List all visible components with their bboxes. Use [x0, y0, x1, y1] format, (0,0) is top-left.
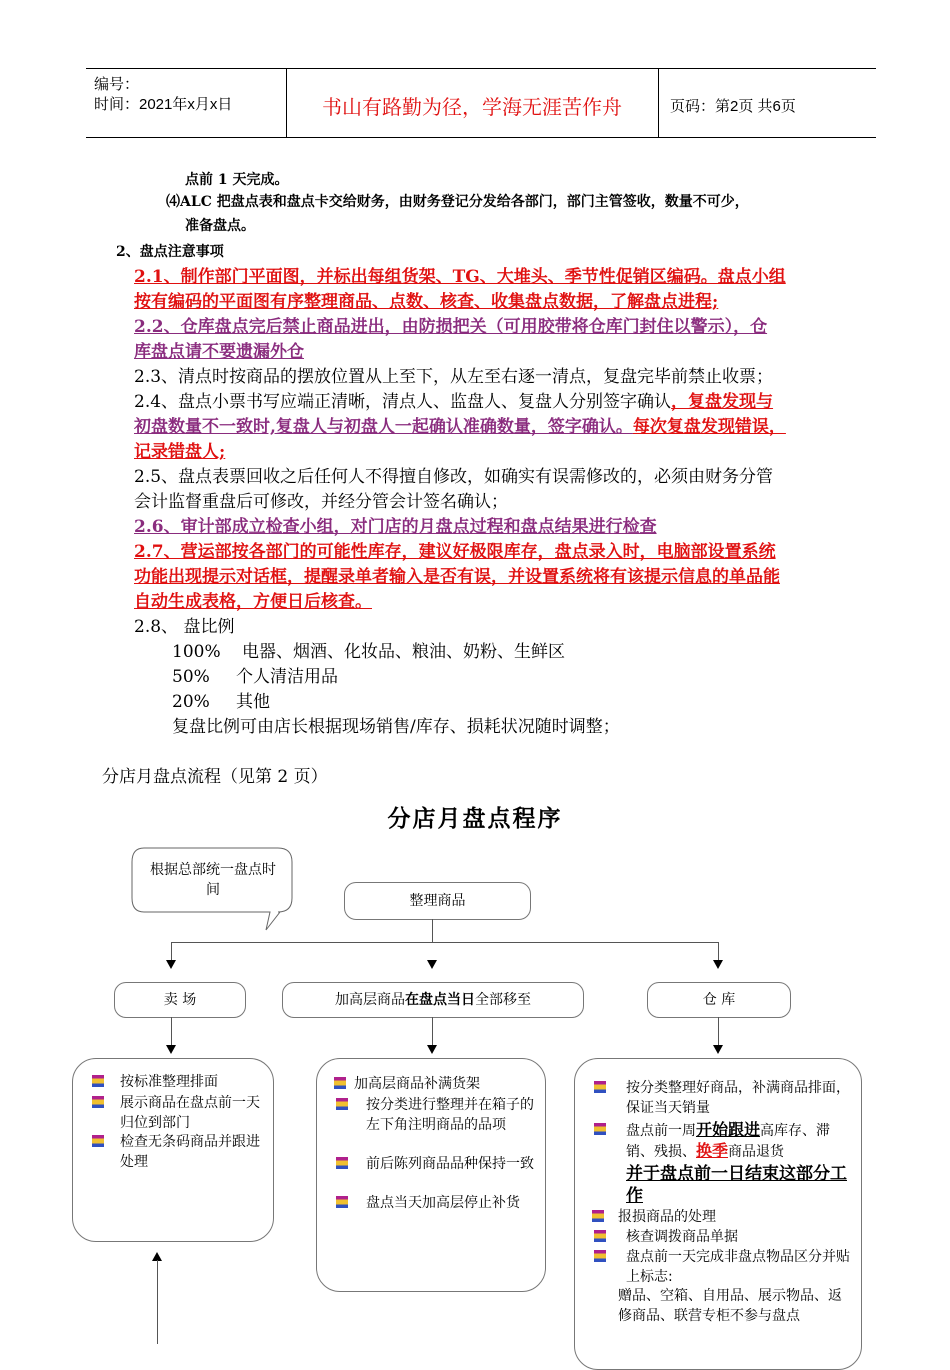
bullet-icon — [592, 1210, 604, 1222]
time-label: 时间：2021年x月x日 — [94, 96, 233, 113]
list-item: 核查调拨商品单据 — [590, 1227, 850, 1247]
list-item: 按分类整理好商品，补满商品排面，保证当天销量 — [590, 1078, 850, 1118]
paragraph-2-3: 2.3、清点时按商品的摆放位置从上至下，从左至右逐一清点，复盘完毕前禁止收票； — [134, 367, 774, 387]
section-heading: 2、盘点注意事项 — [116, 244, 224, 260]
list-item: 展示商品在盘点前一天归位到部门 — [88, 1093, 266, 1133]
arrow-down-icon — [427, 960, 437, 969]
bullet-icon — [334, 1077, 346, 1089]
connector — [718, 942, 719, 960]
ratio-note: 复盘比例可由店长根据现场销售/库存、损耗状况随时调整； — [172, 717, 620, 737]
connector — [157, 1260, 158, 1344]
ratio-pct: 100% — [172, 642, 221, 662]
paragraph-2-4-plain: 2.4、盘点小票书写应端正清晰，清点人、监盘人、复盘人分别签字确认 — [134, 392, 672, 412]
page-label: 页码：第2页 共6页 — [670, 98, 796, 115]
bullet-icon — [594, 1230, 606, 1242]
ratio-items: 个人清洁用品 — [236, 667, 338, 687]
body-line: 点前 1 天完成。 — [185, 172, 289, 188]
paragraph-2-4-red: 每次复盘发现错误， — [632, 417, 786, 437]
paragraph-2-4-red: ，复盘发现与 — [671, 392, 774, 412]
connector — [171, 942, 172, 960]
flow-col-warehouse: 仓 库 — [647, 982, 791, 1018]
paragraph-2-7: 2.7、营运部按各部门的可能性库存，建议好极限库存，盘点录入时，电脑部设置系统 — [134, 542, 776, 562]
paragraph-2-4 — [134, 390, 773, 415]
paragraph-2-8: 2.8、 盘比例 — [134, 617, 235, 637]
bullet-icon — [594, 1081, 606, 1093]
bullet-icon — [336, 1098, 348, 1110]
list-item: 按分类进行整理并在箱子的左下角注明商品的品项 — [330, 1095, 535, 1135]
paragraph-2-6: 2.6、审计部成立检查小组，对门店的月盘点过程和盘点结果进行检查 — [134, 517, 657, 537]
number-label: 编号： — [94, 76, 140, 93]
list-item: 按标准整理排面 — [88, 1072, 266, 1092]
connector — [432, 1017, 433, 1045]
header-motto: 书山有路勤为径，学海无涯苦作舟 — [322, 95, 622, 119]
connector — [432, 919, 433, 943]
ratio-items: 其他 — [236, 692, 270, 712]
paragraph-2-2: 库盘点请不要遗漏外仓 — [134, 342, 304, 362]
bullet-icon — [336, 1196, 348, 1208]
arrow-down-icon — [427, 1045, 437, 1054]
list-item: 前后陈列商品品种保持一致 — [330, 1154, 535, 1174]
paragraph-2-1: 按有编码的平面图有序整理商品、点数、核查、收集盘点数据，了解盘点进程; — [134, 292, 719, 312]
list-item-bold: 并于盘点前一日结束这部分工作 — [626, 1164, 847, 1206]
body-line: ⑷ALC 把盘点表和盘点卡交给财务，由财务登记分发给各部门，部门主管签收，数量不可少， — [166, 194, 749, 210]
list-item-note: 赠品、空箱、自用品、展示物品、返修商品、联营专柜不参与盘点 — [618, 1288, 842, 1324]
list-item: 盘点前一周开始跟进高库存、滞销、残损、换季商品退货 — [590, 1120, 850, 1162]
flowchart-title: 分店月盘点程序 — [387, 806, 563, 832]
paragraph-2-5: 会计监督重盘后可修改，并经分管会计签名确认； — [134, 492, 508, 512]
bullet-icon — [92, 1075, 104, 1087]
flow-reference: 分店月盘点流程（见第 2 页） — [102, 767, 328, 787]
paragraph-2-4-red: 记录错盘人; — [134, 442, 226, 462]
header-divider — [658, 69, 659, 137]
bullet-icon — [336, 1157, 348, 1169]
list-item: 报损商品的处理 — [590, 1207, 850, 1227]
bullet-icon — [594, 1123, 606, 1135]
list-item: 盘点前一天完成非盘点物品区分并贴上标志: — [590, 1247, 852, 1287]
body-line: 准备盘点。 — [185, 218, 255, 234]
connector — [718, 1017, 719, 1045]
arrow-down-icon — [713, 1045, 723, 1054]
ratio-pct: 50% — [172, 667, 210, 687]
ratio-pct: 20% — [172, 692, 210, 712]
arrow-down-icon — [713, 960, 723, 969]
high-shelf-bold: 在盘点当日 — [405, 992, 475, 1008]
callout-text: 根据总部统一盘点时间 — [150, 862, 276, 898]
paragraph-2-5: 2.5、盘点表票回收之后任何人不得擅自修改，如确实有误需修改的，必须由财务分管 — [134, 467, 774, 487]
bullet-icon — [594, 1250, 606, 1262]
list-item: 加高层商品补满货架 — [330, 1074, 540, 1094]
flow-step-organize: 整理商品 — [344, 882, 531, 920]
arrow-down-icon — [166, 1045, 176, 1054]
high-shelf-text: 全部移至 — [475, 992, 531, 1008]
connector — [171, 942, 719, 943]
connector — [171, 1017, 172, 1045]
paragraph-2-1: 2.1、制作部门平面图，并标出每组货架、TG、大堆头、季节性促销区编码。盘点小组 — [134, 267, 786, 287]
paragraph-2-4 — [134, 415, 786, 440]
paragraph-2-7: 功能出现提示对话框，提醒录单者输入是否有误，并设置系统将有该提示信息的单品能 — [134, 567, 780, 587]
paragraph-2-4-purple: 初盘数量不一致时,复盘人与初盘人一起确认准确数量，签字确认。 — [134, 417, 633, 437]
high-shelf-text: 加高层商品 — [335, 992, 405, 1008]
document-header — [86, 68, 876, 138]
bullet-icon — [92, 1135, 104, 1147]
arrow-down-icon — [166, 960, 176, 969]
bullet-icon — [92, 1096, 104, 1108]
flow-col-high-shelf — [282, 982, 584, 1018]
ratio-items: 电器、烟酒、化妆品、粮油、奶粉、生鲜区 — [242, 642, 565, 662]
flow-col-sales-floor: 卖 场 — [114, 982, 246, 1018]
paragraph-2-7: 自动生成表格，方便日后核查。 — [134, 592, 372, 612]
paragraph-2-2: 2.2、仓库盘点完后禁止商品进出，由防损把关（可用胶带将仓库门封住以警示），仓 — [134, 317, 768, 337]
list-item: 盘点当天加高层停止补货 — [330, 1193, 535, 1213]
list-item: 检查无条码商品并跟进处理 — [88, 1132, 266, 1172]
